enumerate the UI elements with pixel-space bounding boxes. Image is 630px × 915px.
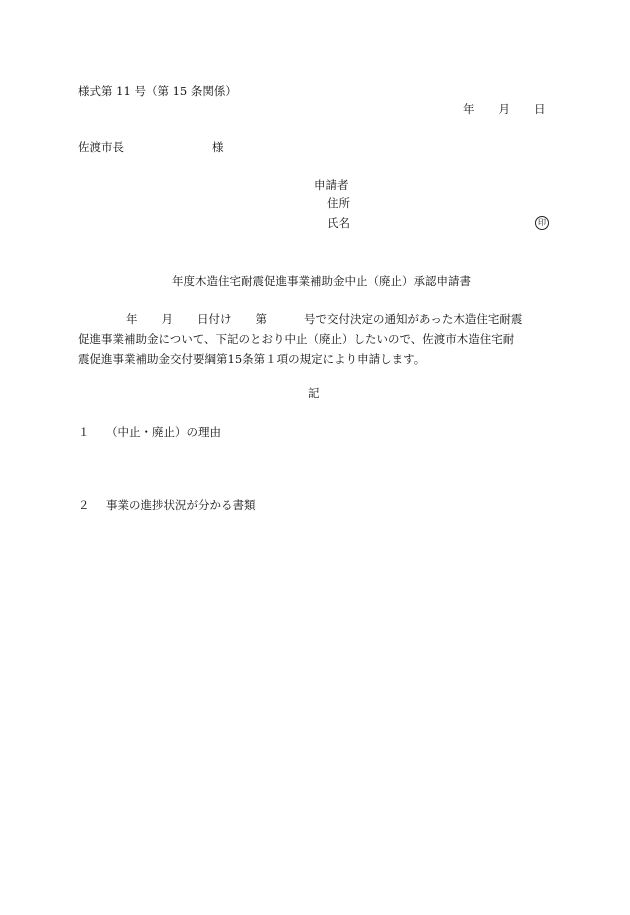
form-number: 様式第 11 号（第 15 条関係）	[78, 84, 237, 98]
item-number: ２	[78, 498, 90, 512]
body-month: 月	[161, 312, 173, 326]
seal-icon: 印	[535, 216, 549, 230]
body-number-prefix: 第	[255, 312, 267, 326]
name-label: 氏名	[327, 216, 350, 230]
body-line-2: 促進事業補助金について、下記のとおり中止（廃止）したいので、佐渡市木造住宅耐	[78, 332, 515, 346]
addressee-honorific: 様	[212, 140, 224, 154]
date-year: 年	[463, 102, 475, 116]
body-dated: 日付け	[197, 312, 232, 326]
list-item	[78, 427, 221, 439]
applicant-label: 申請者	[314, 178, 349, 192]
list-item	[78, 500, 256, 512]
body-line-1	[78, 309, 553, 329]
addressee-name: 佐渡市長	[78, 140, 124, 154]
document-title: 年度木造住宅耐震促進事業補助金中止（廃止）承認申請書	[172, 274, 471, 288]
body-line-3: 震促進事業補助金交付要綱第15条第１項の規定により申請します。	[78, 352, 426, 366]
item-number: １	[78, 425, 90, 439]
addressee	[78, 142, 224, 154]
body-year: 年	[126, 312, 138, 326]
item-text: （中止・廃止）の理由	[106, 425, 221, 439]
item-text: 事業の進捗状況が分かる書類	[106, 498, 256, 512]
ki-heading: 記	[308, 386, 320, 400]
address-label: 住所	[327, 196, 350, 210]
date-day: 日	[534, 102, 546, 116]
application-date	[463, 104, 546, 116]
date-month: 月	[498, 102, 510, 116]
body-line-1-rest: 号で交付決定の通知があった木造住宅耐震	[304, 312, 523, 326]
body-paragraph	[78, 309, 553, 369]
